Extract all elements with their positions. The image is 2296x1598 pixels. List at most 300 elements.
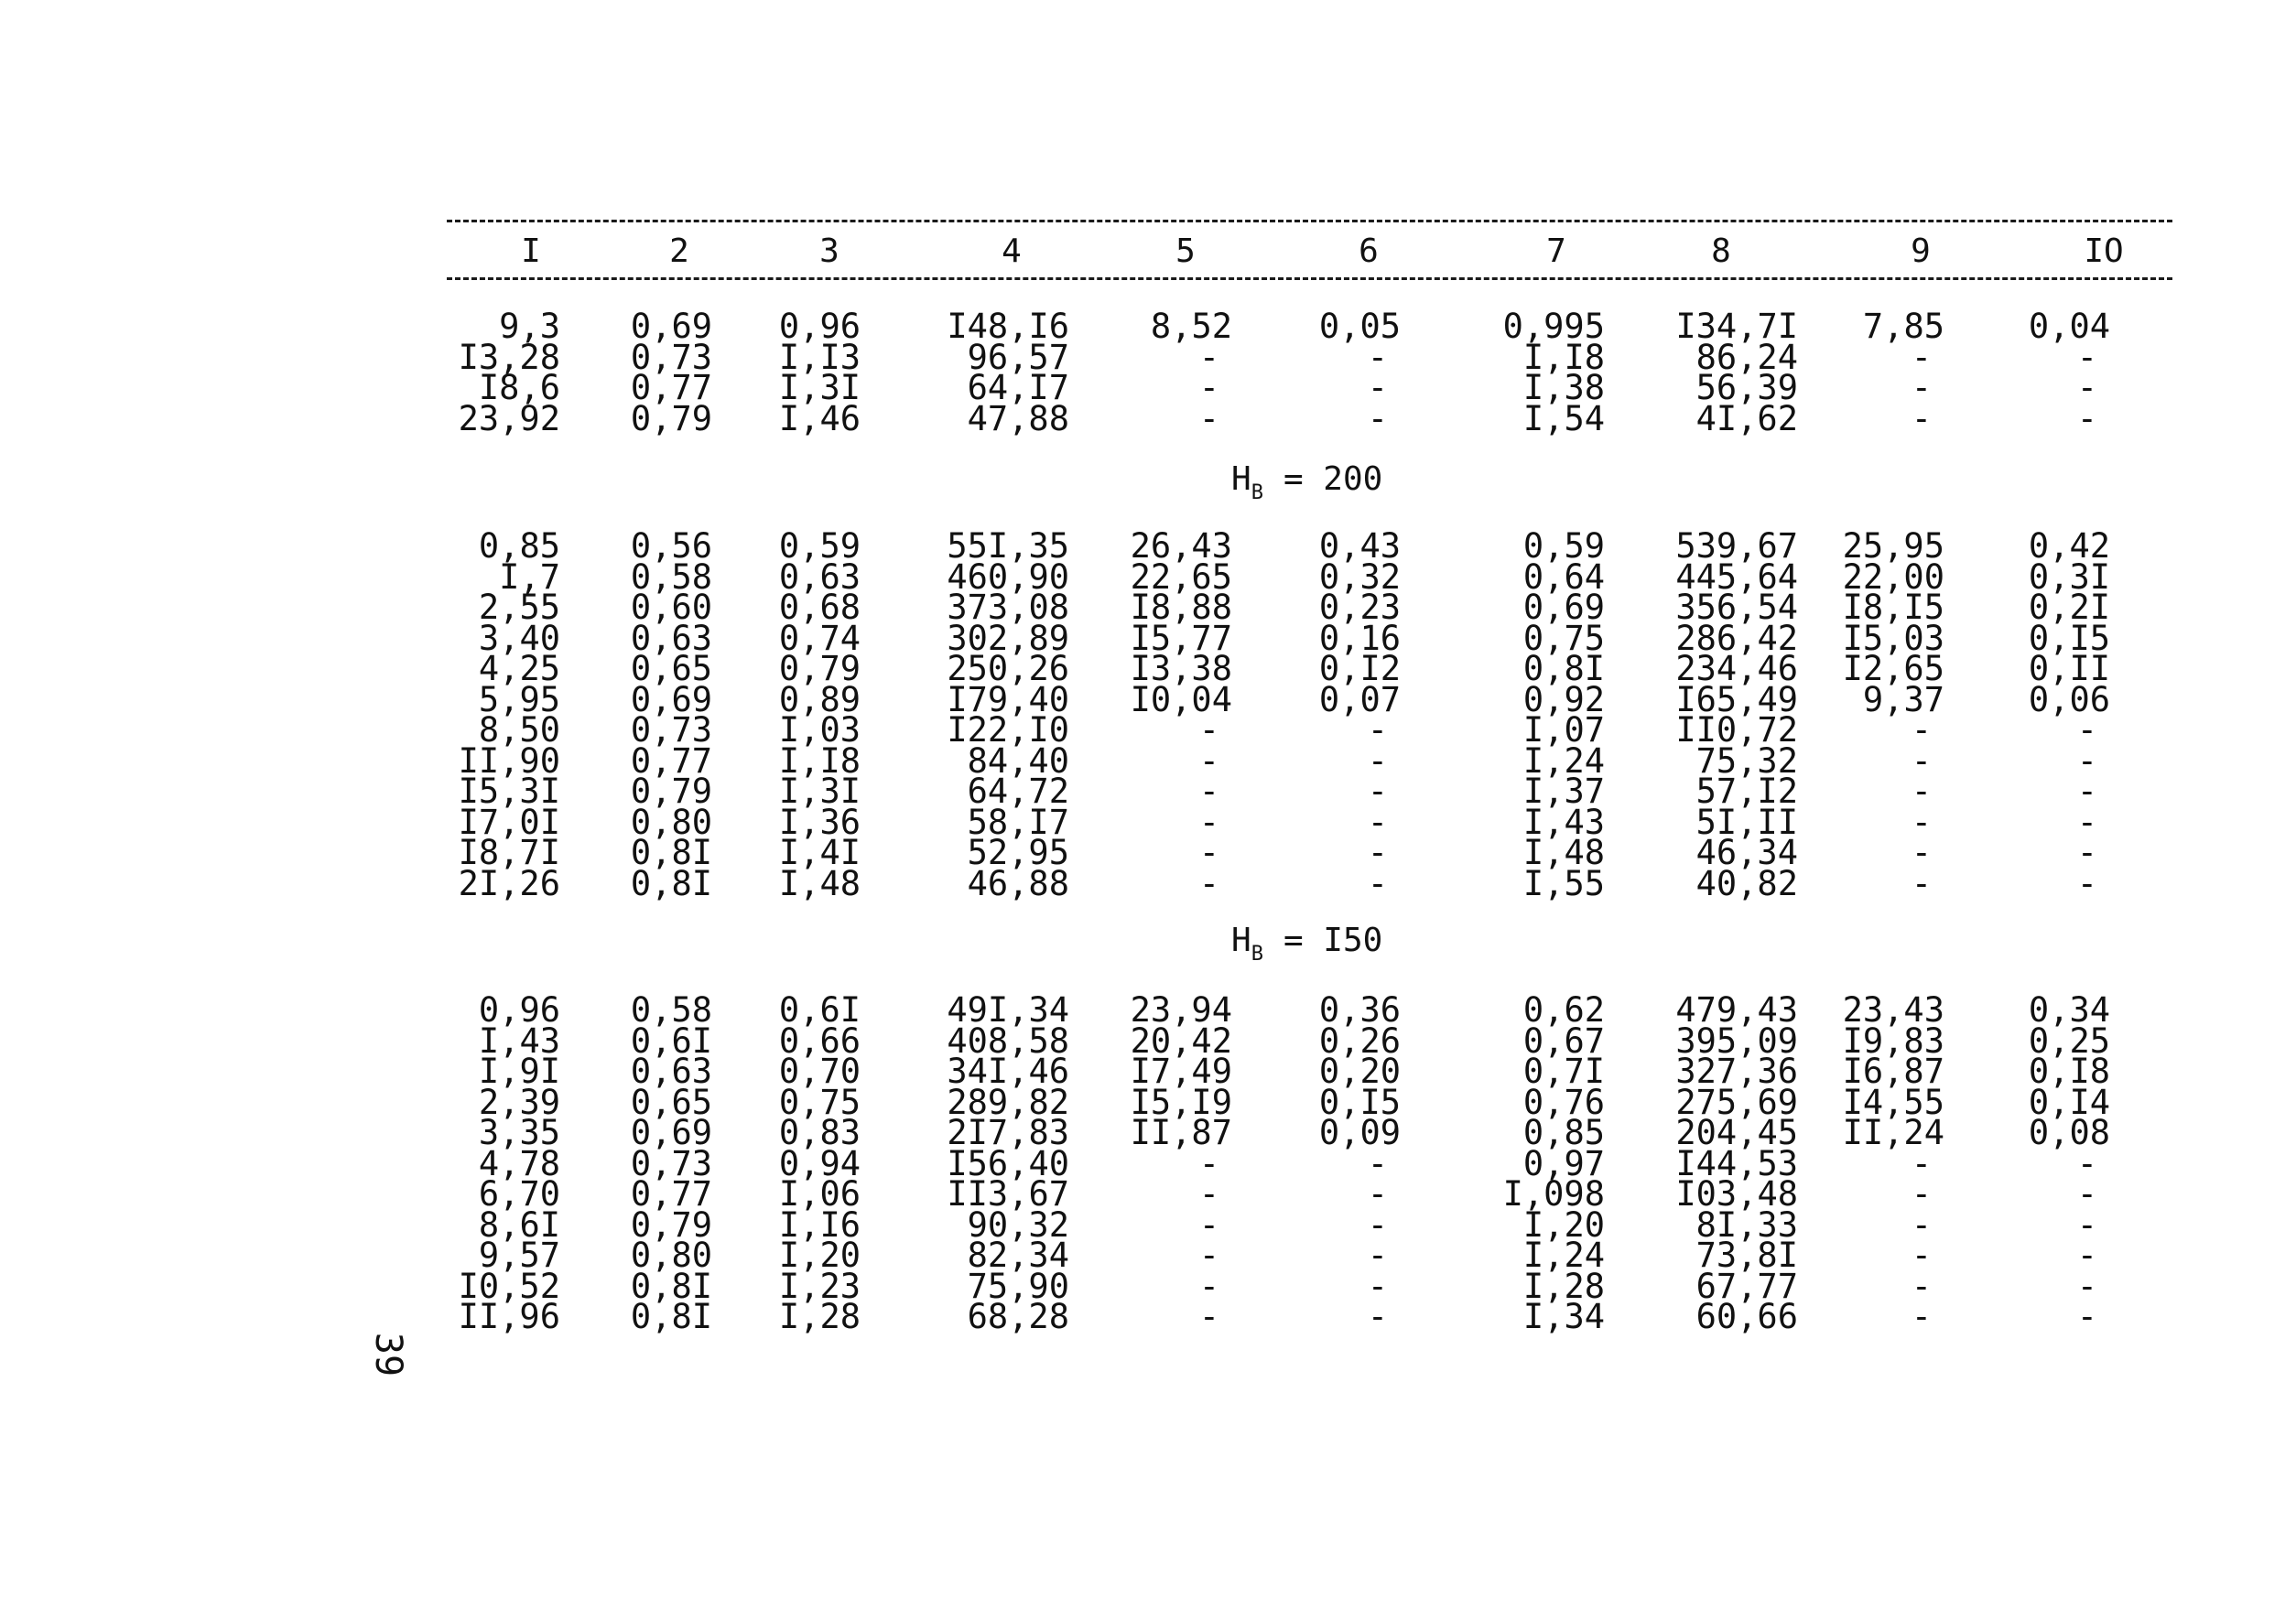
table-cell: - (2076, 833, 2097, 872)
table-cell: I,46 (778, 398, 861, 438)
table-column-10 (1927, 990, 2110, 1336)
table-cell: 460,90 (947, 556, 1069, 597)
section-label-subscript: B (1251, 481, 1263, 504)
table-cell: 7,85 (1862, 307, 1944, 346)
table-header-rule (447, 277, 2172, 280)
table-column-5 (1049, 307, 1232, 438)
table-cell: 0,73 (630, 1143, 712, 1183)
table-cell: I,28 (1522, 1266, 1605, 1306)
table-cell: 73,8I (1695, 1236, 1798, 1275)
table-cell: - (1198, 772, 1219, 811)
table-cell: 275,69 (1675, 1082, 1798, 1122)
table-cell: I5,3I (458, 772, 560, 811)
table-cell: 9,57 (478, 1236, 560, 1275)
table-cell: 23,92 (458, 398, 560, 438)
table-cell: I,28 (778, 1297, 861, 1336)
table-cell: 0,07 (1318, 679, 1401, 719)
table-column-3 (677, 990, 861, 1336)
table-cell: I,I8 (778, 740, 861, 781)
table-cell: 0,32 (1318, 556, 1401, 597)
table-cell: 64,72 (967, 772, 1069, 811)
table-cell: - (1198, 1174, 1219, 1214)
table-cell: I,34 (1522, 1297, 1605, 1336)
table-cell: 0,69 (1522, 588, 1605, 627)
table-cell: 539,67 (1675, 526, 1798, 566)
table-cell: 0,94 (778, 1143, 861, 1183)
table-cell: 0,995 (1502, 307, 1605, 346)
table-cell: 4I,62 (1695, 398, 1798, 438)
table-cell: 0,56 (630, 526, 712, 566)
table-cell: 0,II (2028, 649, 2110, 688)
table-cell: 0,58 (630, 990, 712, 1030)
table-cell: I,06 (778, 1174, 861, 1214)
table-cell: - (1367, 368, 1388, 407)
table-cell: 68,28 (967, 1297, 1069, 1336)
table-cell: 2I7,83 (947, 1113, 1069, 1152)
table-cell: 0,69 (630, 679, 712, 719)
table-cell: I,20 (778, 1236, 861, 1275)
table-cell: 0,80 (630, 802, 712, 842)
table-cell: 0,67 (1522, 1020, 1605, 1061)
table-cell: 0,77 (630, 740, 712, 781)
table-cell: 0,85 (478, 526, 560, 566)
table-cell: 84,40 (967, 740, 1069, 781)
table-cell: 0,I5 (2028, 618, 2110, 658)
table-cell: 0,8I (630, 1297, 712, 1336)
table-cell: 0,8I (630, 863, 712, 903)
table-cell: 0,69 (630, 1113, 712, 1152)
table-cell: 0,09 (1318, 1113, 1401, 1152)
table-cell: 86,24 (1695, 337, 1798, 377)
table-column-9 (1761, 526, 1944, 903)
table-cell: 0,69 (630, 307, 712, 346)
table-column-6 (1218, 307, 1401, 438)
table-cell: I5,03 (1842, 618, 1944, 658)
table-cell: 0,16 (1318, 618, 1401, 658)
table-cell: 234,46 (1675, 649, 1798, 688)
table-cell: - (1367, 337, 1388, 377)
table-cell: I79,40 (947, 679, 1069, 719)
column-header-4: 4 (1002, 232, 1022, 270)
table-cell: 0,8I (630, 1266, 712, 1306)
table-cell: - (1911, 1174, 1932, 1214)
table-cell: - (1367, 398, 1388, 438)
table-cell: 9,37 (1862, 679, 1944, 719)
table-cell: - (1911, 740, 1932, 781)
table-cell: I4,55 (1842, 1082, 1944, 1122)
table-column-6 (1218, 990, 1401, 1336)
table-cell: II0,72 (1675, 710, 1798, 750)
table-cell: I,9I (478, 1052, 560, 1091)
table-cell: I2,65 (1842, 649, 1944, 688)
column-header-7: 7 (1546, 232, 1566, 270)
table-cell: I,36 (778, 802, 861, 842)
table-column-10 (1927, 307, 2110, 438)
table-cell: 5I,II (1695, 802, 1798, 842)
table-cell: 0,63 (630, 1052, 712, 1091)
table-cell: 395,09 (1675, 1020, 1798, 1061)
table-cell: I,37 (1522, 772, 1605, 811)
table-cell: - (1198, 398, 1219, 438)
table-cell: 20,42 (1130, 1020, 1232, 1061)
table-cell: - (1198, 1266, 1219, 1306)
table-cell: 22,00 (1842, 556, 1944, 597)
table-cell: - (1198, 368, 1219, 407)
table-cell: 8,6I (478, 1204, 560, 1245)
table-cell: 0,79 (630, 398, 712, 438)
table-cell: I34,7I (1675, 307, 1798, 346)
table-column-7 (1422, 307, 1605, 438)
table-cell: 96,57 (967, 337, 1069, 377)
table-cell: 0,06 (2028, 679, 2110, 719)
table-cell: - (2076, 1174, 2097, 1214)
table-cell: 57,I2 (1695, 772, 1798, 811)
table-cell: 0,79 (630, 772, 712, 811)
table-cell: 479,43 (1675, 990, 1798, 1030)
table-cell: 75,32 (1695, 740, 1798, 781)
table-cell: - (2076, 1236, 2097, 1275)
table-cell: 0,05 (1318, 307, 1401, 346)
table-column-7 (1422, 526, 1605, 903)
table-cell: I,I8 (1522, 337, 1605, 377)
table-cell: 445,64 (1675, 556, 1798, 597)
page-number: 39 (367, 1332, 410, 1377)
table-cell: II,96 (458, 1297, 560, 1336)
table-cell: - (1198, 337, 1219, 377)
table-cell: I,3I (778, 368, 861, 407)
table-cell: I,24 (1522, 1236, 1605, 1275)
table-cell: 0,34 (2028, 990, 2110, 1030)
table-cell: - (2076, 1143, 2097, 1183)
table-cell: 0,3I (2028, 556, 2110, 597)
table-cell: 2,55 (478, 588, 560, 627)
table-column-4 (886, 990, 1069, 1336)
table-cell: 0,25 (2028, 1020, 2110, 1061)
column-header-1: I (521, 232, 541, 270)
table-cell: 0,89 (778, 679, 861, 719)
table-cell: 0,20 (1318, 1052, 1401, 1091)
table-cell: 8,50 (478, 710, 560, 750)
section-label-value: = 200 (1283, 460, 1383, 498)
table-cell: 0,8I (630, 833, 712, 872)
section-label-value: = I50 (1283, 922, 1383, 959)
table-cell: 0,70 (778, 1052, 861, 1091)
table-cell: I44,53 (1675, 1143, 1798, 1183)
table-cell: 34I,46 (947, 1052, 1069, 1091)
column-header-10: IO (2084, 232, 2124, 270)
table-cell: - (2076, 398, 2097, 438)
table-cell: I,38 (1522, 368, 1605, 407)
table-cell: 8I,33 (1695, 1204, 1798, 1245)
table-cell: - (1911, 863, 1932, 903)
table-cell: 2I,26 (458, 863, 560, 903)
table-cell: I3,28 (458, 337, 560, 377)
table-cell: 55I,35 (947, 526, 1069, 566)
table-cell: I8,I5 (1842, 588, 1944, 627)
table-column-7 (1422, 990, 1605, 1336)
table-cell: 5,95 (478, 679, 560, 719)
table-cell: 0,63 (630, 618, 712, 658)
table-cell: 373,08 (947, 588, 1069, 627)
table-cell: 0,04 (2028, 307, 2110, 346)
table-cell: - (1198, 833, 1219, 872)
table-cell: I,20 (1522, 1204, 1605, 1245)
table-cell: I,43 (478, 1020, 560, 1061)
section-label-subscript: B (1251, 943, 1263, 966)
table-cell: 0,75 (778, 1082, 861, 1122)
table-cell: 58,I7 (967, 802, 1069, 842)
table-cell: - (1367, 802, 1388, 842)
table-cell: 0,26 (1318, 1020, 1401, 1061)
table-column-6 (1218, 526, 1401, 903)
table-cell: 0,73 (630, 337, 712, 377)
table-cell: - (1367, 710, 1388, 750)
table-cell: 0,42 (2028, 526, 2110, 566)
table-cell: 0,68 (778, 588, 861, 627)
table-cell: - (1367, 1266, 1388, 1306)
table-cell: - (2076, 1297, 2097, 1336)
table-cell: 302,89 (947, 618, 1069, 658)
table-cell: I48,I6 (947, 307, 1069, 346)
table-cell: - (1911, 337, 1932, 377)
table-cell: I22,I0 (947, 710, 1069, 750)
table-cell: 0,59 (778, 526, 861, 566)
table-cell: - (1198, 1297, 1219, 1336)
table-header-row (0, 229, 2296, 275)
table-cell: 0,96 (778, 307, 861, 346)
table-cell: I,55 (1522, 863, 1605, 903)
table-cell: 0,43 (1318, 526, 1401, 566)
table-cell: 408,58 (947, 1020, 1069, 1061)
section-label-symbol: H (1231, 922, 1251, 959)
table-cell: - (1911, 1143, 1932, 1183)
column-header-6: 6 (1359, 232, 1379, 270)
table-cell: I,48 (1522, 833, 1605, 872)
table-cell: 0,73 (630, 710, 712, 750)
table-cell: - (1911, 772, 1932, 811)
table-cell: 0,97 (1522, 1143, 1605, 1183)
table-cell: 0,36 (1318, 990, 1401, 1030)
table-cell: 0,6I (778, 990, 861, 1030)
table-cell: - (1367, 1143, 1388, 1183)
table-cell: I9,83 (1842, 1020, 1944, 1061)
table-cell: - (2076, 772, 2097, 811)
table-cell: 0,77 (630, 1174, 712, 1214)
table-column-4 (886, 307, 1069, 438)
table-cell: 22,65 (1130, 556, 1232, 597)
table-cell: 3,40 (478, 618, 560, 658)
table-cell: - (1911, 1204, 1932, 1245)
table-cell: II,87 (1130, 1113, 1232, 1152)
table-cell: 23,94 (1130, 990, 1232, 1030)
table-cell: 0,74 (778, 618, 861, 658)
table-cell: I7,0I (458, 802, 560, 842)
table-cell: - (1911, 398, 1932, 438)
table-cell: I0,52 (458, 1266, 560, 1306)
table-cell: 90,32 (967, 1204, 1069, 1245)
table-cell: I,23 (778, 1266, 861, 1306)
table-cell: I6,87 (1842, 1052, 1944, 1091)
table-cell: 0,65 (630, 1082, 712, 1122)
table-cell: I8,7I (458, 833, 560, 872)
table-cell: 75,90 (967, 1266, 1069, 1306)
table-cell: 0,76 (1522, 1082, 1605, 1122)
table-cell: - (1911, 1236, 1932, 1275)
table-cell: - (1911, 1266, 1932, 1306)
table-cell: 0,85 (1522, 1113, 1605, 1152)
table-cell: 49I,34 (947, 990, 1069, 1030)
table-column-3 (677, 526, 861, 903)
table-cell: - (2076, 1204, 2097, 1245)
table-cell: I03,48 (1675, 1174, 1798, 1214)
table-cell: I5,77 (1130, 618, 1232, 658)
table-column-4 (886, 526, 1069, 903)
section-label (1231, 459, 1382, 513)
table-cell: 0,77 (630, 368, 712, 407)
table-column-9 (1761, 307, 1944, 438)
table-cell: - (1367, 1236, 1388, 1275)
column-header-5: 5 (1175, 232, 1196, 270)
table-cell: - (1367, 1297, 1388, 1336)
table-column-3 (677, 307, 861, 438)
table-cell: 23,43 (1842, 990, 1944, 1030)
table-cell: I,07 (1522, 710, 1605, 750)
table-cell: 47,88 (967, 398, 1069, 438)
table-cell: 25,95 (1842, 526, 1944, 566)
table-cell: I,I3 (778, 337, 861, 377)
table-cell: 289,82 (947, 1082, 1069, 1122)
table-cell: 0,62 (1522, 990, 1605, 1030)
table-cell: I5,I9 (1130, 1082, 1232, 1122)
table-cell: 0,80 (630, 1236, 712, 1275)
table-cell: 56,39 (1695, 368, 1798, 407)
table-cell: II3,67 (947, 1174, 1069, 1214)
table-cell: 0,2I (2028, 588, 2110, 627)
table-cell: - (1367, 1204, 1388, 1245)
table-cell: - (1911, 368, 1932, 407)
table-cell: I0,04 (1130, 679, 1232, 719)
table-cell: - (2076, 863, 2097, 903)
table-cell: - (1911, 1297, 1932, 1336)
table-cell: 8,52 (1150, 307, 1232, 346)
table-cell: 52,95 (967, 833, 1069, 872)
table-cell: - (1911, 802, 1932, 842)
table-cell: - (1367, 740, 1388, 781)
table-cell: 0,23 (1318, 588, 1401, 627)
table-cell: I8,88 (1130, 588, 1232, 627)
table-cell: 0,65 (630, 649, 712, 688)
table-cell: - (2076, 740, 2097, 781)
table-cell: 0,8I (1522, 649, 1605, 688)
table-cell: 0,I5 (1318, 1082, 1401, 1122)
table-cell: I8,6 (478, 368, 560, 407)
table-cell: 286,42 (1675, 618, 1798, 658)
table-cell: 0,66 (778, 1020, 861, 1061)
table-cell: - (1198, 863, 1219, 903)
column-header-2: 2 (669, 232, 689, 270)
table-cell: - (2076, 802, 2097, 842)
table-cell: 204,45 (1675, 1113, 1798, 1152)
table-cell: - (1367, 833, 1388, 872)
table-cell: - (2076, 337, 2097, 377)
table-column-5 (1049, 990, 1232, 1336)
table-cell: 4,25 (478, 649, 560, 688)
table-cell: I,3I (778, 772, 861, 811)
table-cell: 26,43 (1130, 526, 1232, 566)
table-cell: I,4I (778, 833, 861, 872)
table-cell: I,I6 (778, 1204, 861, 1245)
table-cell: I,43 (1522, 802, 1605, 842)
table-cell: - (1198, 710, 1219, 750)
table-column-5 (1049, 526, 1232, 903)
table-cell: 60,66 (1695, 1297, 1798, 1336)
table-cell: 3,35 (478, 1113, 560, 1152)
table-cell: - (1198, 1236, 1219, 1275)
table-cell: I3,38 (1130, 649, 1232, 688)
table-cell: 0,7I (1522, 1052, 1605, 1091)
table-cell: 0,96 (478, 990, 560, 1030)
table-cell: 9,3 (499, 307, 560, 346)
column-header-9: 9 (1911, 232, 1931, 270)
table-cell: 0,I8 (2028, 1052, 2110, 1091)
section-label-symbol: H (1231, 460, 1251, 498)
table-cell: 40,82 (1695, 863, 1798, 903)
table-cell: 327,36 (1675, 1052, 1798, 1091)
table-cell: II,90 (458, 740, 560, 781)
table-cell: I7,49 (1130, 1052, 1232, 1091)
column-header-3: 3 (819, 232, 839, 270)
table-cell: 67,77 (1695, 1266, 1798, 1306)
table-cell: 0,75 (1522, 618, 1605, 658)
table-cell: - (1367, 772, 1388, 811)
table-cell: 0,58 (630, 556, 712, 597)
table-cell: - (1911, 833, 1932, 872)
table-cell: - (1198, 1143, 1219, 1183)
column-header-8: 8 (1711, 232, 1731, 270)
section-label (1231, 921, 1382, 975)
table-cell: - (2076, 710, 2097, 750)
table-cell: I,03 (778, 710, 861, 750)
table-cell: 0,64 (1522, 556, 1605, 597)
table-cell: - (1198, 740, 1219, 781)
table-cell: I,54 (1522, 398, 1605, 438)
table-cell: 0,63 (778, 556, 861, 597)
table-column-9 (1761, 990, 1944, 1336)
table-cell: - (1367, 1174, 1388, 1214)
table-cell: 46,34 (1695, 833, 1798, 872)
table-cell: - (1198, 1204, 1219, 1245)
table-cell: 0,59 (1522, 526, 1605, 566)
table-cell: I,48 (778, 863, 861, 903)
table-cell: I65,49 (1675, 679, 1798, 719)
table-cell: 0,6I (630, 1020, 712, 1061)
table-cell: 46,88 (967, 863, 1069, 903)
table-cell: - (2076, 1266, 2097, 1306)
table-cell: 0,60 (630, 588, 712, 627)
table-cell: 0,92 (1522, 679, 1605, 719)
table-cell: 0,79 (630, 1204, 712, 1245)
table-top-rule (447, 220, 2172, 222)
table-cell: 0,08 (2028, 1113, 2110, 1152)
table-cell: 0,79 (778, 649, 861, 688)
table-cell: II,24 (1842, 1113, 1944, 1152)
table-cell: - (1367, 863, 1388, 903)
table-cell: 356,54 (1675, 588, 1798, 627)
table-cell: 64,I7 (967, 368, 1069, 407)
table-cell: - (1198, 802, 1219, 842)
table-cell: I,24 (1522, 740, 1605, 781)
table-cell: 82,34 (967, 1236, 1069, 1275)
